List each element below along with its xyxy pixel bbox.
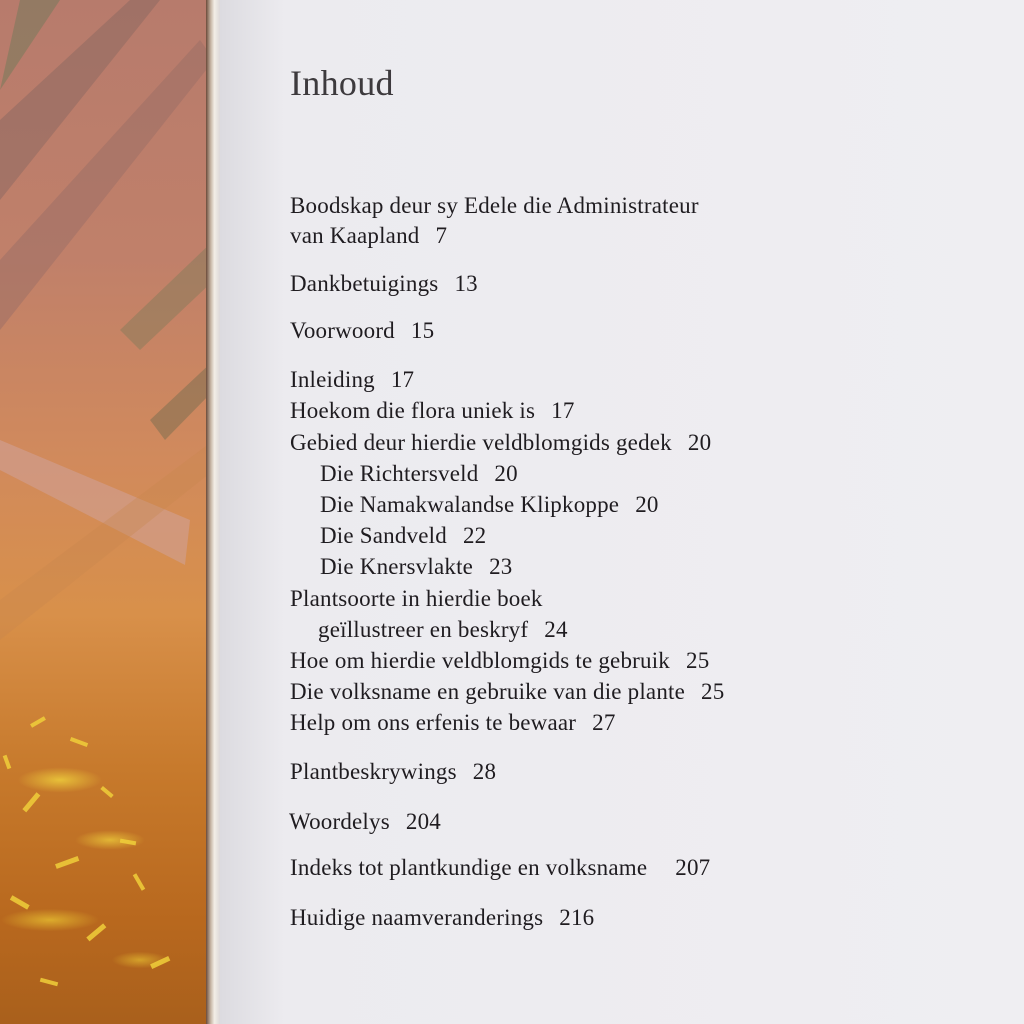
toc-entry [290,905,594,931]
toc-entry-text: Die Namakwalandse Klipkoppe [320,492,620,517]
toc-entry [290,710,616,736]
toc-entry-page: 7 [435,223,448,248]
page-title: Inhoud [290,63,394,103]
toc-entry-page: 17 [390,367,415,392]
toc-entry-page: 216 [559,905,595,930]
toc-subentry [320,523,486,549]
toc-entry-text: Dankbetuigings [290,271,439,296]
toc-entry [290,679,724,705]
toc-entry-page: 20 [687,430,712,455]
toc-entry-text: Hoe om hierdie veldblomgids te gebruik [290,648,670,673]
toc-entry [290,223,447,249]
toc-subentry [320,461,518,487]
toc-entry-text: Huidige naamveranderings [290,905,544,930]
toc-entry-text: Die Sandveld [320,523,447,548]
toc-entry-page: 15 [410,318,435,343]
toc-entry [290,759,496,785]
toc-subentry [320,554,513,580]
toc-entry-text: Woordelys [289,809,390,834]
toc-entry-text: Indeks tot plantkundige en volksname [290,855,648,880]
toc-entry-page: 13 [454,271,478,296]
toc-entry-page: 23 [489,554,513,579]
toc-entry-text: Die volksname en gebruike van die plante [290,679,686,704]
toc-entry-text: Voorwoord [290,318,395,343]
toc-entry-text: Die Richtersveld [320,461,479,486]
toc-entry [290,367,414,393]
toc-entry-page: 22 [462,523,487,548]
toc-entry-text: Die Knersvlakte [320,554,474,579]
toc-entry-page: 25 [701,679,725,704]
toc-entry-page: 28 [472,759,497,784]
toc-entry-page: 20 [494,461,518,486]
cover-photo-page [0,0,214,1024]
toc-entry-line1: Boodskap deur sy Edele die Administrateur [290,193,699,218]
toc-subentry [320,492,659,518]
toc-entry [290,855,710,881]
toc-subentry [318,617,568,643]
toc-entry-page: 27 [592,710,616,735]
toc-entry [290,430,711,456]
toc-entry-page: 207 [675,855,711,880]
toc-entry-text: Help om ons erfenis te bewaar [290,710,577,735]
toc-entry [290,398,575,424]
toc-entry-page: 17 [551,398,575,423]
toc-entry-text: van Kaapland [290,223,420,248]
toc-entry-page: 24 [544,617,568,642]
toc-entry [290,271,478,297]
toc-entry-text: Hoekom die flora uniek is [290,398,536,423]
toc-entry-line1: Plantsoorte in hierdie boek [290,586,543,611]
toc-entry [290,318,434,344]
toc-entry-text: Inleiding [290,367,375,392]
book-binding [206,0,220,1024]
toc-entry-page: 20 [635,492,659,517]
toc-entry [289,809,441,835]
toc-entry-page: 204 [405,809,441,834]
toc-entry-text: Gebied deur hierdie veldblomgids gedek [290,430,672,455]
toc-entry-text: Plantbeskrywings [290,759,457,784]
toc-entry [290,648,709,674]
flower-photo [0,0,214,1024]
toc-entry-page: 25 [686,648,710,673]
toc-entry-text: geïllustreer en beskryf [318,617,529,642]
